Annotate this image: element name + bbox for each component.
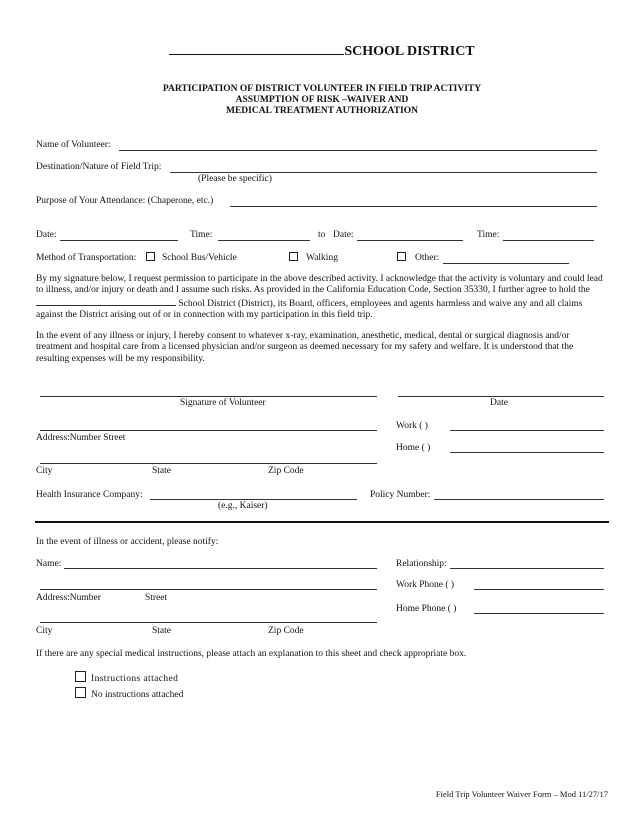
address-label: Address:Number Street [36, 433, 126, 443]
form-footer: Field Trip Volunteer Waiver Form – Mod 11/27/17 [435, 789, 608, 799]
bus-option-label: School Bus/Vehicle [162, 253, 237, 263]
volunteer-name-field[interactable] [119, 150, 597, 151]
to-label: to [318, 230, 326, 240]
relationship-field[interactable] [450, 568, 604, 569]
zip-label: Zip Code [268, 466, 304, 476]
time-start-label: Time: [190, 230, 213, 240]
date-start-field[interactable] [60, 240, 178, 241]
district-title: SCHOOL DISTRICT [344, 44, 475, 59]
emergency-address-label: Address:Number [36, 593, 101, 603]
subtitle-line-3: MEDICAL TREATMENT AUTHORIZATION [226, 106, 418, 116]
medical-instructions-note: If there are any special medical instructions, please attach an explanation to this sheet and check appropriate box. [36, 649, 467, 659]
signature-date-label: Date [490, 398, 508, 408]
medical-consent-paragraph: In the event of any illness or injury, I hereby consent to whatever x-ray, examination, anesthetic, medical, dental or surgical diagnosis and/or treatment and hospital care from a licensed physician and/or surgeon as deemed necessary for my safety and welfare. It is understood that the resulting expenses will be my responsibility. [36, 331, 574, 364]
city-label: City [36, 466, 53, 476]
form-subtitle [0, 84, 644, 117]
no-instructions-checkbox[interactable] [75, 687, 86, 698]
district-name-inline-blank[interactable] [36, 297, 176, 306]
emergency-work-phone-label: Work Phone ( ) [396, 580, 455, 590]
subtitle-line-1: PARTICIPATION OF DISTRICT VOLUNTEER IN FIELD TRIP ACTIVITY [162, 84, 482, 94]
emergency-name-label: Name: [36, 559, 62, 569]
subtitle-line-2: ASSUMPTION OF RISK –WAIVER AND [235, 95, 409, 105]
walking-option-label: Walking [306, 253, 338, 263]
policy-label: Policy Number: [370, 490, 431, 500]
waiver-text-part1: By my signature below, I request permission to participate in the above described activity. I acknowledge that the activity is voluntary and could lead to illness, and/or injury or death and I assume such risks. As provided in the California Education Code, Section 35330, I further agree to hold the [36, 274, 603, 296]
other-transport-field[interactable] [443, 263, 569, 264]
emergency-city-field[interactable] [40, 622, 377, 623]
emergency-home-phone-field[interactable] [474, 613, 604, 614]
relationship-label: Relationship: [396, 559, 447, 569]
district-name-blank[interactable] [169, 42, 344, 55]
emergency-intro: In the event of illness or accident, please notify: [36, 537, 219, 547]
instructions-attached-checkbox[interactable] [75, 671, 86, 682]
signature-date-field[interactable] [398, 396, 604, 397]
time-end-field[interactable] [503, 240, 594, 241]
emergency-state-label: State [152, 626, 171, 636]
policy-field[interactable] [434, 499, 604, 500]
page-title [0, 42, 644, 60]
date-end-field[interactable] [357, 240, 463, 241]
time-end-label: Time: [477, 230, 500, 240]
emergency-zip-label: Zip Code [268, 626, 304, 636]
work-phone-field[interactable] [450, 430, 604, 431]
emergency-city-label: City [36, 626, 53, 636]
purpose-field[interactable] [230, 206, 597, 207]
no-instructions-label: No instructions attached [91, 690, 184, 700]
purpose-label: Purpose of Your Attendance: (Chaperone, etc.) [36, 196, 214, 206]
date-start-label: Date: [36, 230, 57, 240]
volunteer-name-label: Name of Volunteer: [36, 140, 111, 150]
instructions-attached-label: Instructions attached [91, 674, 179, 684]
bus-checkbox[interactable] [146, 252, 155, 261]
state-label: State [152, 466, 171, 476]
waiver-text-part2: School District (District), its Board, officers, employees and agents harmless and waive any and all claims against the District arising out of or in connection with my participation in this field trip. [36, 298, 583, 321]
date-end-label: Date: [333, 230, 354, 240]
time-start-field[interactable] [218, 240, 310, 241]
emergency-home-phone-label: Home Phone ( ) [396, 604, 457, 614]
work-phone-label: Work ( ) [396, 421, 428, 431]
insurance-label: Health Insurance Company: [36, 490, 143, 500]
transport-label: Method of Transportation: [36, 253, 137, 263]
emergency-name-field[interactable] [64, 568, 377, 569]
home-phone-label: Home ( ) [396, 443, 431, 453]
emergency-work-phone-field[interactable] [474, 589, 604, 590]
destination-label: Destination/Nature of Field Trip: [36, 162, 162, 172]
other-option-label: Other: [415, 253, 440, 263]
walking-checkbox[interactable] [289, 252, 298, 261]
emergency-street-label: Street [145, 593, 168, 603]
destination-hint: (Please be specific) [198, 174, 272, 184]
emergency-address-field[interactable] [40, 589, 377, 590]
waiver-paragraph [36, 274, 606, 322]
signature-field[interactable] [40, 396, 377, 397]
signature-label: Signature of Volunteer [180, 398, 266, 408]
address-city-field[interactable] [40, 463, 377, 464]
address-street-field[interactable] [40, 430, 377, 431]
destination-field[interactable] [170, 172, 597, 173]
section-divider [35, 521, 609, 523]
insurance-field[interactable] [150, 499, 357, 500]
other-checkbox[interactable] [397, 252, 406, 261]
insurance-hint: (e.g., Kaiser) [218, 501, 268, 511]
home-phone-field[interactable] [450, 452, 604, 453]
